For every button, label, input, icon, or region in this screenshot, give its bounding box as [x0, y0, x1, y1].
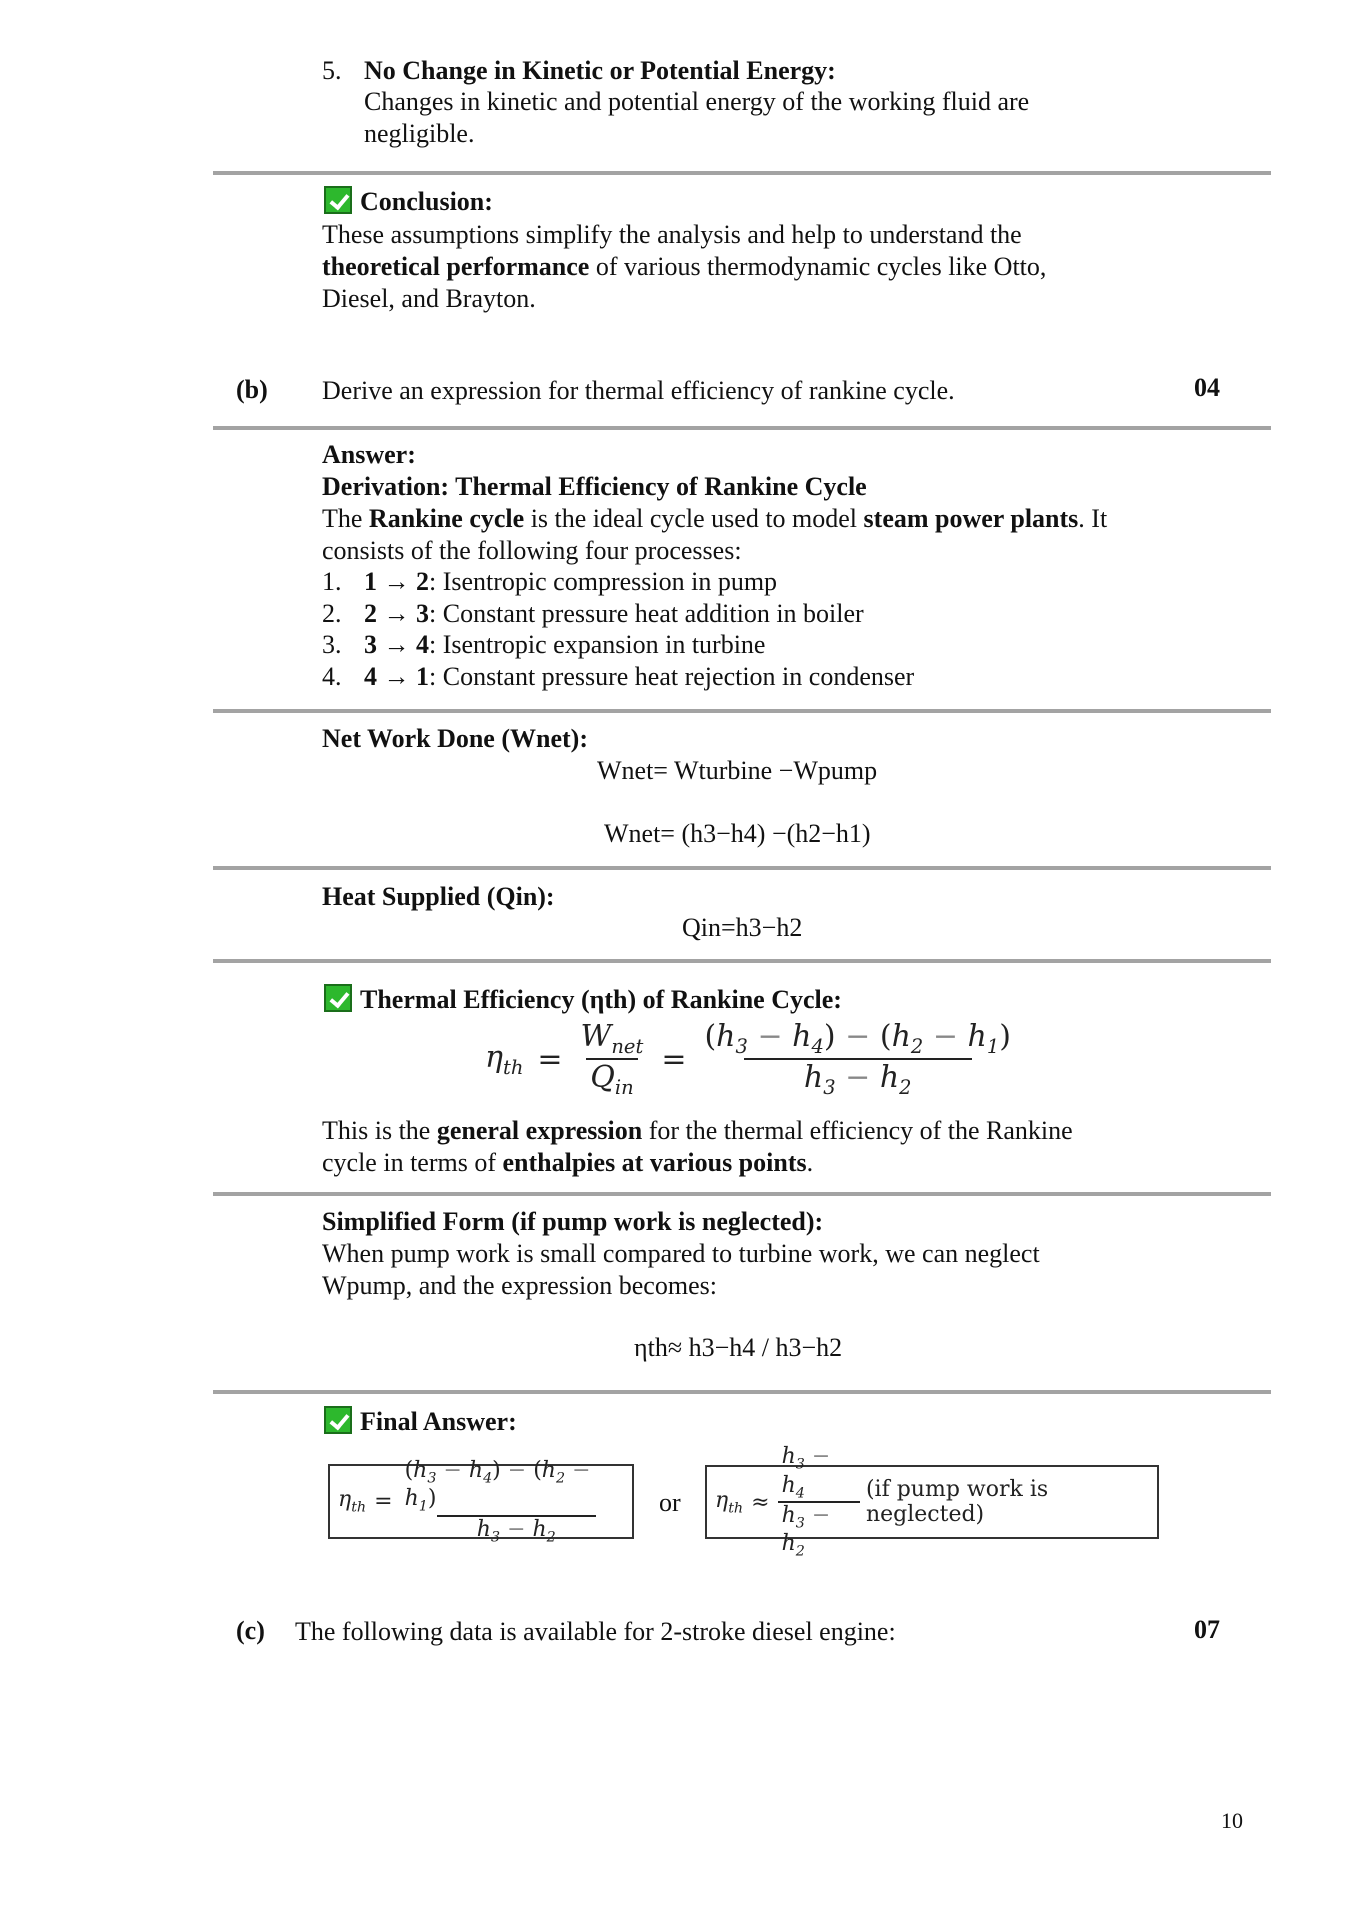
- conclusion-heading: [324, 186, 493, 217]
- section-divider: [213, 171, 1271, 175]
- or-text: or: [659, 1488, 681, 1517]
- process-desc: : Constant pressure heat rejection in condenser: [429, 662, 915, 691]
- net-work-heading: Net Work Done (Wnet):: [322, 724, 588, 753]
- section-divider: [213, 866, 1271, 870]
- process-desc: : Isentropic expansion in turbine: [429, 630, 766, 659]
- section-divider: [213, 1390, 1271, 1394]
- text: This is the: [322, 1116, 437, 1145]
- bold-phrase: Rankine cycle: [368, 504, 525, 533]
- process-number: 1.: [322, 567, 342, 596]
- text: is the ideal cycle used to model: [524, 504, 864, 533]
- final-answer-title: Final Answer:: [360, 1407, 517, 1436]
- check-mark-icon: [324, 186, 352, 214]
- heat-supplied-heading: Heat Supplied (Qin):: [322, 882, 555, 911]
- process-item: [322, 566, 777, 597]
- page-number: 10: [1221, 1808, 1243, 1833]
- rankine-intro-line2: consists of the following four processes:: [322, 536, 742, 565]
- final-answer-heading: [324, 1406, 517, 1437]
- eta-subscript: th: [502, 1055, 524, 1079]
- section-divider: [213, 959, 1271, 963]
- process-item: [322, 598, 864, 629]
- conclusion-line1: These assumptions simplify the analysis and help to understand the: [322, 220, 1022, 249]
- bold-phrase: theoretical performance: [322, 252, 590, 281]
- conclusion-title: Conclusion:: [360, 187, 493, 216]
- answer-heading: Answer:: [322, 440, 416, 469]
- net-work-equation-2: Wnet= (h3−h4) −(h2−h1): [604, 819, 871, 848]
- process-item: [322, 661, 914, 692]
- process-step: 1 → 2: [364, 567, 429, 596]
- text: The: [322, 504, 369, 533]
- thermal-efficiency-desc-line2: [322, 1147, 813, 1178]
- question-b-label: (b): [236, 375, 268, 404]
- text: . It: [1078, 504, 1108, 533]
- process-number: 3.: [322, 630, 342, 659]
- pump-work-note: (if pump work is neglected): [865, 1477, 1049, 1527]
- qin-subscript: in: [614, 1076, 634, 1099]
- final-formula-box-general: $\eta_{th}$ = $\frac{(h_3 - h_4) - (h_2 - h_1)}{h_3 - h_2}$: [328, 1464, 634, 1539]
- question-b-marks: 04: [1194, 373, 1220, 402]
- bold-phrase: enthalpies at various points: [502, 1148, 807, 1177]
- question-c-text: The following data is available for 2-stroke diesel engine:: [295, 1617, 896, 1646]
- heat-supplied-equation: Qin=h3−h2: [682, 913, 803, 942]
- process-number: 4.: [322, 662, 342, 691]
- simplified-heading: Simplified Form (if pump work is neglected):: [322, 1207, 824, 1236]
- process-item: [322, 629, 765, 660]
- thermal-efficiency-title: Thermal Efficiency (ηth) of Rankine Cycle:: [360, 985, 842, 1014]
- bold-phrase: general expression: [436, 1116, 643, 1145]
- check-mark-icon: [324, 984, 352, 1012]
- check-mark-icon: [324, 1406, 352, 1434]
- conclusion-line3: Diesel, and Brayton.: [322, 284, 536, 313]
- process-step: 3 → 4: [364, 630, 429, 659]
- wnet-over-qin-fraction: [577, 1019, 648, 1099]
- text: .: [806, 1148, 814, 1177]
- question-c-label: (c): [236, 1616, 265, 1645]
- question-c-marks: 07: [1194, 1615, 1220, 1644]
- bold-phrase: steam power plants: [863, 504, 1079, 533]
- simplified-line1: When pump work is small compared to turbine work, we can neglect: [322, 1239, 1040, 1268]
- simplified-line2: Wpump, and the expression becomes:: [322, 1271, 717, 1300]
- wnet-subscript: net: [611, 1035, 644, 1058]
- assumption-title: No Change in Kinetic or Potential Energy:: [364, 56, 836, 85]
- thermal-efficiency-desc-line1: [322, 1115, 1073, 1146]
- process-step: 2 → 3: [364, 599, 429, 628]
- net-work-equation-1: Wnet= Wturbine −Wpump: [597, 756, 878, 785]
- text: for the thermal efficiency of the Rankine: [642, 1116, 1073, 1145]
- process-number: 2.: [322, 599, 342, 628]
- text: cycle in terms of: [322, 1148, 503, 1177]
- conclusion-line2: [322, 251, 1046, 282]
- question-b-text: Derive an expression for thermal efficiency of rankine cycle.: [322, 376, 955, 405]
- derivation-heading: Derivation: Thermal Efficiency of Rankine Cycle: [322, 472, 867, 501]
- section-divider: [213, 426, 1271, 430]
- simplified-equation: ηth≈ h3−h4 / h3−h2: [634, 1333, 843, 1362]
- rankine-intro-line1: [322, 503, 1107, 534]
- qin: Q: [590, 1060, 615, 1095]
- process-desc: : Constant pressure heat addition in boiler: [429, 599, 864, 628]
- enthalpy-fraction: $\frac{(h_3 - h_4) - (h_2 - h_1)}{h_3 - h_2}$: [704, 1019, 1011, 1099]
- wnet: W: [580, 1019, 612, 1054]
- thermal-efficiency-formula: $\eta_{th}$ = $\frac{W_{net}}{Q_{in}}$ = $\frac{(h_3 - h_4) - (h_2 - h_1)}{h_3 - h_2}$: [485, 1016, 1015, 1102]
- final-formula-box-simplified: $\eta_{th}$ ≈ $\frac{h_3 - h_4}{h_3 - h_2}$ (if pump work is neglected): [705, 1465, 1159, 1539]
- conclusion-line2-rest: of various thermodynamic cycles like Otto,: [589, 252, 1047, 281]
- eta: η: [485, 1039, 503, 1075]
- thermal-efficiency-heading: [324, 984, 842, 1015]
- section-divider: [213, 1192, 1271, 1196]
- process-step: 4 → 1: [364, 662, 429, 691]
- section-divider: [213, 709, 1271, 713]
- assumption-text-line2: negligible.: [364, 119, 475, 148]
- eta-symbol: [485, 1040, 523, 1079]
- assumption-text-line1: Changes in kinetic and potential energy of the working fluid are: [364, 87, 1030, 116]
- process-desc: : Isentropic compression in pump: [429, 567, 778, 596]
- assumption-number: 5.: [322, 56, 342, 85]
